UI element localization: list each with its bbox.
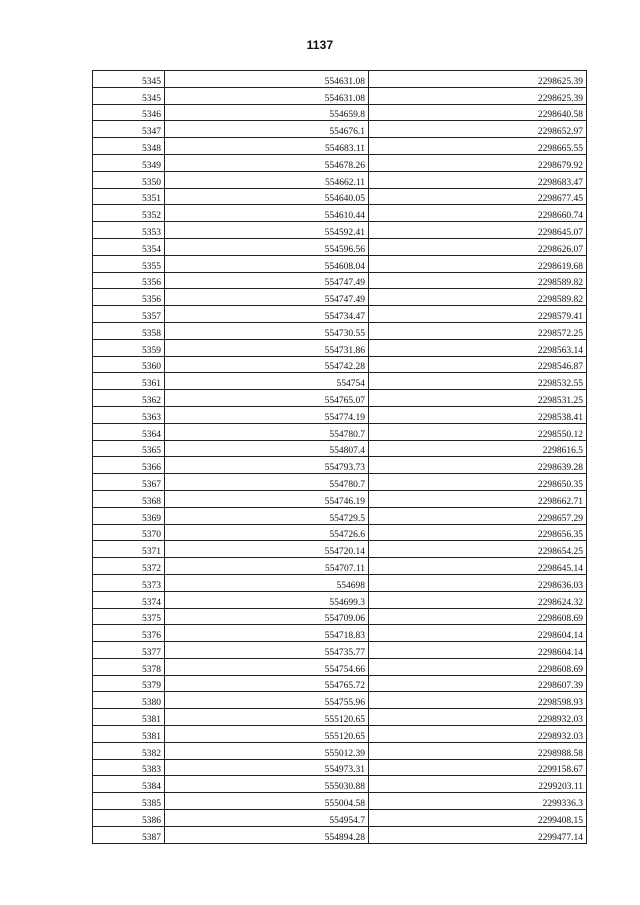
point-number-cell: 5369 bbox=[93, 507, 165, 524]
y-coordinate-cell: 2298679.92 bbox=[369, 154, 587, 171]
table-row bbox=[93, 524, 587, 541]
table-row bbox=[93, 810, 587, 827]
point-number-cell: 5366 bbox=[93, 457, 165, 474]
y-coordinate-cell: 2298616.5 bbox=[369, 440, 587, 457]
point-number-cell: 5358 bbox=[93, 322, 165, 339]
table-row bbox=[93, 154, 587, 171]
x-coordinate-cell: 554807.4 bbox=[165, 440, 369, 457]
table-row bbox=[93, 356, 587, 373]
y-coordinate-cell: 2298608.69 bbox=[369, 658, 587, 675]
y-coordinate-cell: 2298532.55 bbox=[369, 373, 587, 390]
point-number-cell: 5381 bbox=[93, 709, 165, 726]
x-coordinate-cell: 555004.58 bbox=[165, 793, 369, 810]
table-row bbox=[93, 222, 587, 239]
table-row bbox=[93, 474, 587, 491]
table-row bbox=[93, 826, 587, 843]
table-row bbox=[93, 558, 587, 575]
x-coordinate-cell: 554746.19 bbox=[165, 490, 369, 507]
x-coordinate-cell: 554973.31 bbox=[165, 759, 369, 776]
table-row bbox=[93, 591, 587, 608]
x-coordinate-cell: 554735.77 bbox=[165, 642, 369, 659]
x-coordinate-cell: 554699.3 bbox=[165, 591, 369, 608]
table-row bbox=[93, 138, 587, 155]
x-coordinate-cell: 554754.66 bbox=[165, 658, 369, 675]
table-row bbox=[93, 238, 587, 255]
y-coordinate-cell: 2298625.39 bbox=[369, 87, 587, 104]
point-number-cell: 5351 bbox=[93, 188, 165, 205]
x-coordinate-cell: 554774.19 bbox=[165, 406, 369, 423]
table-row bbox=[93, 205, 587, 222]
table-row bbox=[93, 776, 587, 793]
y-coordinate-cell: 2298660.74 bbox=[369, 205, 587, 222]
point-number-cell: 5365 bbox=[93, 440, 165, 457]
point-number-cell: 5382 bbox=[93, 742, 165, 759]
point-number-cell: 5367 bbox=[93, 474, 165, 491]
x-coordinate-cell: 554683.11 bbox=[165, 138, 369, 155]
point-number-cell: 5345 bbox=[93, 87, 165, 104]
point-number-cell: 5347 bbox=[93, 121, 165, 138]
point-number-cell: 5385 bbox=[93, 793, 165, 810]
table-row bbox=[93, 692, 587, 709]
point-number-cell: 5352 bbox=[93, 205, 165, 222]
y-coordinate-cell: 2298579.41 bbox=[369, 306, 587, 323]
x-coordinate-cell: 554718.83 bbox=[165, 625, 369, 642]
y-coordinate-cell: 2298636.03 bbox=[369, 574, 587, 591]
y-coordinate-cell: 2298657.29 bbox=[369, 507, 587, 524]
x-coordinate-cell: 554631.08 bbox=[165, 71, 369, 88]
y-coordinate-cell: 2298662.71 bbox=[369, 490, 587, 507]
table-row bbox=[93, 507, 587, 524]
table-row bbox=[93, 104, 587, 121]
y-coordinate-cell: 2298656.35 bbox=[369, 524, 587, 541]
y-coordinate-cell: 2298665.55 bbox=[369, 138, 587, 155]
table-row bbox=[93, 541, 587, 558]
x-coordinate-cell: 554698 bbox=[165, 574, 369, 591]
table-row bbox=[93, 87, 587, 104]
y-coordinate-cell: 2298626.07 bbox=[369, 238, 587, 255]
point-number-cell: 5363 bbox=[93, 406, 165, 423]
table-row bbox=[93, 423, 587, 440]
point-number-cell: 5386 bbox=[93, 810, 165, 827]
table-row bbox=[93, 490, 587, 507]
x-coordinate-cell: 554608.04 bbox=[165, 255, 369, 272]
x-coordinate-cell: 554734.47 bbox=[165, 306, 369, 323]
point-number-cell: 5381 bbox=[93, 726, 165, 743]
point-number-cell: 5371 bbox=[93, 541, 165, 558]
point-number-cell: 5348 bbox=[93, 138, 165, 155]
point-number-cell: 5357 bbox=[93, 306, 165, 323]
point-number-cell: 5380 bbox=[93, 692, 165, 709]
x-coordinate-cell: 554742.28 bbox=[165, 356, 369, 373]
y-coordinate-cell: 2298550.12 bbox=[369, 423, 587, 440]
y-coordinate-cell: 2298654.25 bbox=[369, 541, 587, 558]
point-number-cell: 5370 bbox=[93, 524, 165, 541]
table-row bbox=[93, 121, 587, 138]
y-coordinate-cell: 2298639.28 bbox=[369, 457, 587, 474]
y-coordinate-cell: 2298598.93 bbox=[369, 692, 587, 709]
table-row bbox=[93, 625, 587, 642]
point-number-cell: 5354 bbox=[93, 238, 165, 255]
table-row bbox=[93, 171, 587, 188]
table-row bbox=[93, 608, 587, 625]
y-coordinate-cell: 2299477.14 bbox=[369, 826, 587, 843]
x-coordinate-cell: 554610.44 bbox=[165, 205, 369, 222]
y-coordinate-cell: 2298531.25 bbox=[369, 390, 587, 407]
table-row bbox=[93, 742, 587, 759]
point-number-cell: 5378 bbox=[93, 658, 165, 675]
y-coordinate-cell: 2298604.14 bbox=[369, 642, 587, 659]
point-number-cell: 5384 bbox=[93, 776, 165, 793]
x-coordinate-cell: 555030.88 bbox=[165, 776, 369, 793]
point-number-cell: 5374 bbox=[93, 591, 165, 608]
x-coordinate-cell: 554793.73 bbox=[165, 457, 369, 474]
y-coordinate-cell: 2298625.39 bbox=[369, 71, 587, 88]
y-coordinate-cell: 2298640.58 bbox=[369, 104, 587, 121]
point-number-cell: 5362 bbox=[93, 390, 165, 407]
point-number-cell: 5359 bbox=[93, 339, 165, 356]
y-coordinate-cell: 2298988.58 bbox=[369, 742, 587, 759]
x-coordinate-cell: 555120.65 bbox=[165, 709, 369, 726]
y-coordinate-cell: 2298589.82 bbox=[369, 272, 587, 289]
y-coordinate-cell: 2298589.82 bbox=[369, 289, 587, 306]
x-coordinate-cell: 554765.07 bbox=[165, 390, 369, 407]
table-row bbox=[93, 289, 587, 306]
x-coordinate-cell: 554954.7 bbox=[165, 810, 369, 827]
x-coordinate-cell: 554726.6 bbox=[165, 524, 369, 541]
x-coordinate-cell: 554631.08 bbox=[165, 87, 369, 104]
table-row bbox=[93, 71, 587, 88]
table-row bbox=[93, 322, 587, 339]
y-coordinate-cell: 2298645.14 bbox=[369, 558, 587, 575]
y-coordinate-cell: 2298683.47 bbox=[369, 171, 587, 188]
coordinates-table bbox=[92, 70, 587, 844]
table-row bbox=[93, 457, 587, 474]
point-number-cell: 5355 bbox=[93, 255, 165, 272]
table-row bbox=[93, 339, 587, 356]
table-row bbox=[93, 675, 587, 692]
table-row bbox=[93, 658, 587, 675]
point-number-cell: 5377 bbox=[93, 642, 165, 659]
x-coordinate-cell: 554640.05 bbox=[165, 188, 369, 205]
x-coordinate-cell: 554731.86 bbox=[165, 339, 369, 356]
point-number-cell: 5361 bbox=[93, 373, 165, 390]
table-row bbox=[93, 440, 587, 457]
coordinates-table-body bbox=[93, 71, 587, 844]
point-number-cell: 5346 bbox=[93, 104, 165, 121]
x-coordinate-cell: 554747.49 bbox=[165, 289, 369, 306]
point-number-cell: 5364 bbox=[93, 423, 165, 440]
y-coordinate-cell: 2298607.39 bbox=[369, 675, 587, 692]
point-number-cell: 5349 bbox=[93, 154, 165, 171]
point-number-cell: 5375 bbox=[93, 608, 165, 625]
y-coordinate-cell: 2299203.11 bbox=[369, 776, 587, 793]
x-coordinate-cell: 554592.41 bbox=[165, 222, 369, 239]
x-coordinate-cell: 554709.06 bbox=[165, 608, 369, 625]
x-coordinate-cell: 554678.26 bbox=[165, 154, 369, 171]
point-number-cell: 5387 bbox=[93, 826, 165, 843]
x-coordinate-cell: 554707.11 bbox=[165, 558, 369, 575]
y-coordinate-cell: 2298932.03 bbox=[369, 709, 587, 726]
table-row bbox=[93, 406, 587, 423]
point-number-cell: 5376 bbox=[93, 625, 165, 642]
y-coordinate-cell: 2299408.15 bbox=[369, 810, 587, 827]
point-number-cell: 5350 bbox=[93, 171, 165, 188]
y-coordinate-cell: 2299336.3 bbox=[369, 793, 587, 810]
y-coordinate-cell: 2298538.41 bbox=[369, 406, 587, 423]
table-row bbox=[93, 390, 587, 407]
x-coordinate-cell: 554747.49 bbox=[165, 272, 369, 289]
y-coordinate-cell: 2298677.45 bbox=[369, 188, 587, 205]
x-coordinate-cell: 554755.96 bbox=[165, 692, 369, 709]
y-coordinate-cell: 2298932.03 bbox=[369, 726, 587, 743]
x-coordinate-cell: 554754 bbox=[165, 373, 369, 390]
y-coordinate-cell: 2298608.69 bbox=[369, 608, 587, 625]
table-row bbox=[93, 188, 587, 205]
y-coordinate-cell: 2298619.68 bbox=[369, 255, 587, 272]
page-number: 1137 bbox=[306, 38, 334, 52]
point-number-cell: 5360 bbox=[93, 356, 165, 373]
point-number-cell: 5356 bbox=[93, 289, 165, 306]
table-row bbox=[93, 726, 587, 743]
x-coordinate-cell: 554720.14 bbox=[165, 541, 369, 558]
table-row bbox=[93, 306, 587, 323]
table-row bbox=[93, 709, 587, 726]
x-coordinate-cell: 554596.56 bbox=[165, 238, 369, 255]
table-row bbox=[93, 642, 587, 659]
point-number-cell: 5356 bbox=[93, 272, 165, 289]
y-coordinate-cell: 2298604.14 bbox=[369, 625, 587, 642]
point-number-cell: 5345 bbox=[93, 71, 165, 88]
point-number-cell: 5373 bbox=[93, 574, 165, 591]
x-coordinate-cell: 554659.8 bbox=[165, 104, 369, 121]
y-coordinate-cell: 2298563.14 bbox=[369, 339, 587, 356]
y-coordinate-cell: 2298645.07 bbox=[369, 222, 587, 239]
table-row bbox=[93, 373, 587, 390]
x-coordinate-cell: 554729.5 bbox=[165, 507, 369, 524]
y-coordinate-cell: 2298572.25 bbox=[369, 322, 587, 339]
x-coordinate-cell: 554730.55 bbox=[165, 322, 369, 339]
x-coordinate-cell: 554894.28 bbox=[165, 826, 369, 843]
x-coordinate-cell: 554676.1 bbox=[165, 121, 369, 138]
table-row bbox=[93, 255, 587, 272]
y-coordinate-cell: 2298650.35 bbox=[369, 474, 587, 491]
x-coordinate-cell: 555120.65 bbox=[165, 726, 369, 743]
point-number-cell: 5383 bbox=[93, 759, 165, 776]
x-coordinate-cell: 554662.11 bbox=[165, 171, 369, 188]
table-row bbox=[93, 793, 587, 810]
point-number-cell: 5368 bbox=[93, 490, 165, 507]
point-number-cell: 5353 bbox=[93, 222, 165, 239]
table-row bbox=[93, 574, 587, 591]
x-coordinate-cell: 554765.72 bbox=[165, 675, 369, 692]
y-coordinate-cell: 2298624.32 bbox=[369, 591, 587, 608]
table-row bbox=[93, 759, 587, 776]
x-coordinate-cell: 554780.7 bbox=[165, 474, 369, 491]
point-number-cell: 5379 bbox=[93, 675, 165, 692]
x-coordinate-cell: 554780.7 bbox=[165, 423, 369, 440]
table-row bbox=[93, 272, 587, 289]
y-coordinate-cell: 2298546.87 bbox=[369, 356, 587, 373]
point-number-cell: 5372 bbox=[93, 558, 165, 575]
y-coordinate-cell: 2298652.97 bbox=[369, 121, 587, 138]
x-coordinate-cell: 555012.39 bbox=[165, 742, 369, 759]
y-coordinate-cell: 2299158.67 bbox=[369, 759, 587, 776]
